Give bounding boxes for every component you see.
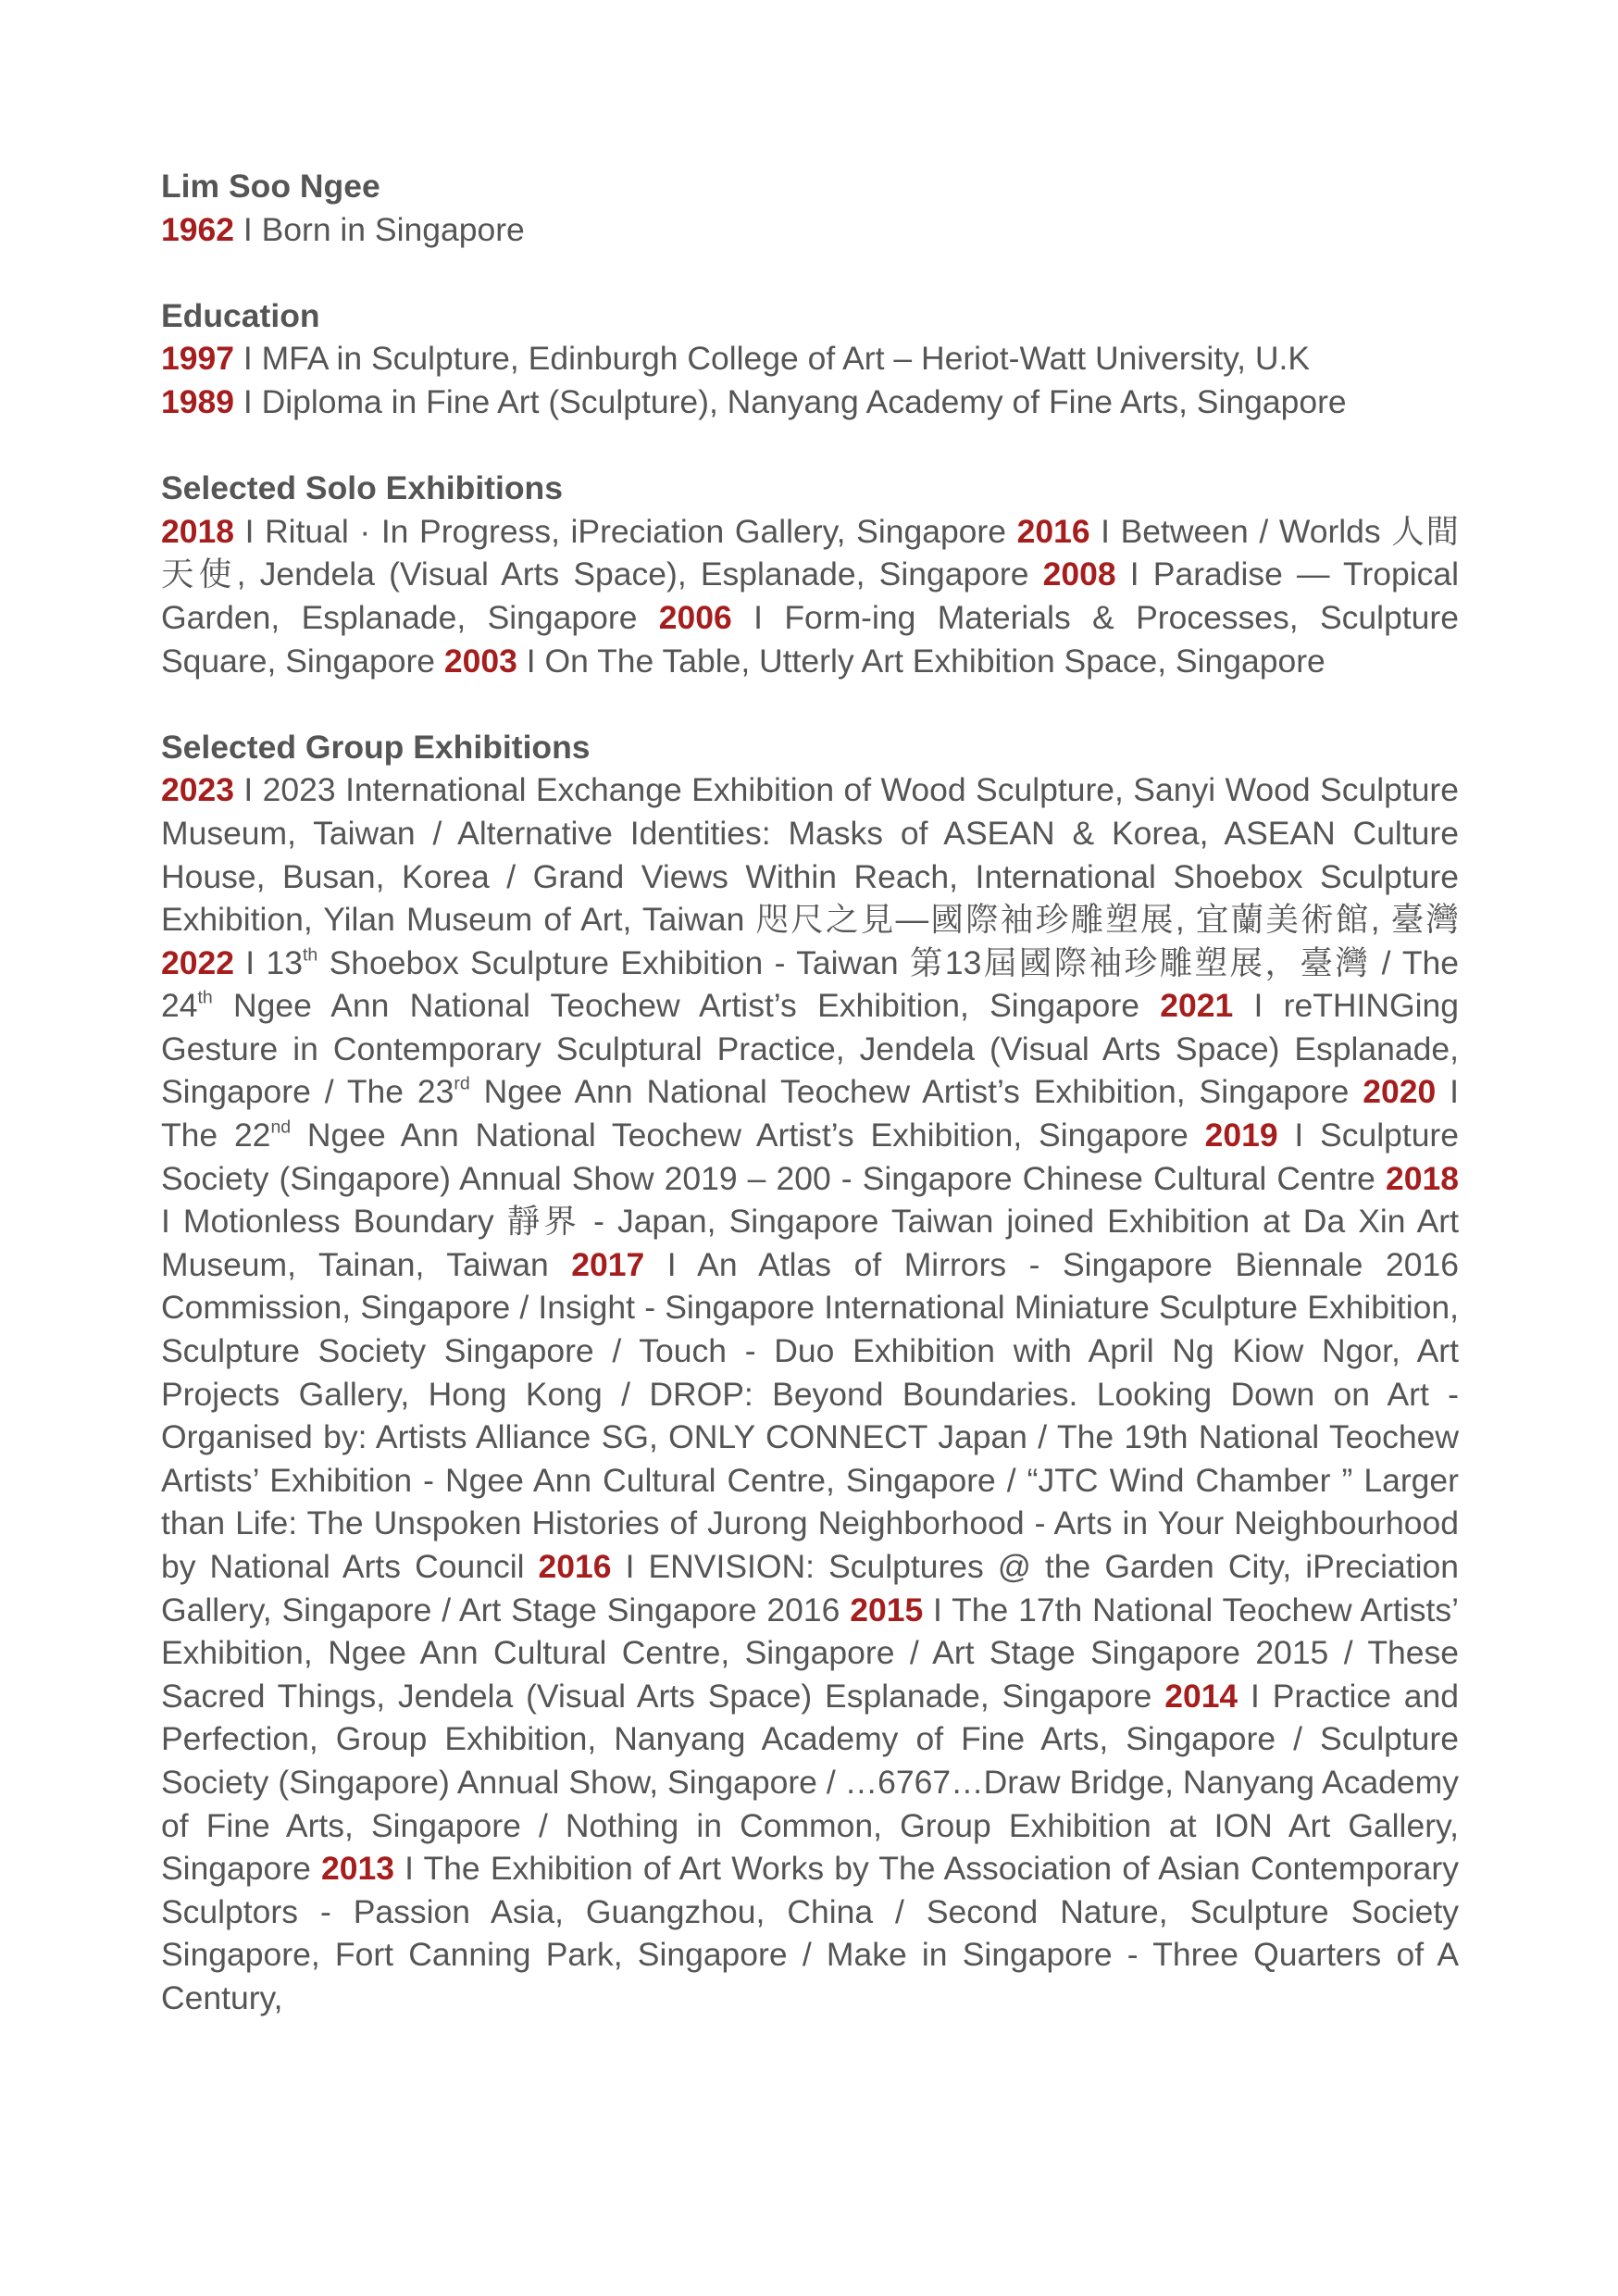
solo-exhibitions-heading: Selected Solo Exhibitions [161,469,563,507]
year-label: 2018 [1386,1159,1459,1197]
entry-text: I MFA in Sculpture, Edinburgh College of Art – Heriot-Watt University, U.K [233,340,1311,378]
year-label: 1997 [161,340,234,378]
year-label: 2014 [1164,1677,1238,1715]
year-label: 2022 [161,943,234,981]
entry-text: I On The Table, Utterly Art Exhibition Space, Singapore [517,642,1326,680]
ordinal-suffix: th [302,944,318,966]
ordinal-suffix: nd [270,1117,292,1138]
entry-text: I Sculpture Society (Singapore) Annual Show 2019 – 200 - Singapore Chinese Cultural Centre [161,1117,1459,1197]
year-label: 2016 [1016,512,1090,550]
group-exhibitions-heading: Selected Group Exhibitions [161,728,591,766]
education-heading: Education [161,296,320,334]
entry-text: I The 17th National Teochew Artists’ Exhibition, Ngee Ann Cultural Centre, Singapore / Art Stage Singapore 2015 / These Sacred Things, Jendela (Visual Arts Space) Esplanade, Singapore [161,1591,1459,1715]
ordinal-suffix: rd [454,1073,470,1094]
year-label: 2019 [1204,1117,1278,1154]
education-entry [161,381,1459,424]
year-label: 2020 [1363,1073,1437,1111]
entry-text: I Motionless Boundary 靜界 - Japan, Singapore Taiwan joined Exhibition at Da Xin Art Museum, Tainan, Taiwan [161,1203,1459,1283]
entry-text: I Born in Singapore [233,210,525,248]
year-label: 1989 [161,382,234,420]
entry-text: I reTHINGing Gesture in Contemporary Sculptural Practice, Jendela (Visual Arts Space) Esplanade, Singapore / The 23 [161,987,1460,1111]
entry-text: I ENVISION: Sculptures @ the Garden City, iPreciation Gallery, Singapore / Art Stage Singapore 2016 [161,1548,1459,1628]
entry-text: I 2023 International Exchange Exhibition of Wood Sculpture, Sanyi Wood Sculpture Museum, Taiwan / Alternative Identities: Masks of ASEAN & Korea, ASEAN Culture House, Busan, Korea / Grand Views Within Reach, International Shoebox Sculpture Exhibition, Yilan Museum of Art, Taiwan 咫尺之見—國際袖珍雕塑展, 宜蘭美術館, 臺灣 [161,771,1459,939]
entry-text: Shoebox Sculpture Exhibition - Taiwan 第13屆國際袖珍雕塑展，臺灣 / The 24 [161,943,1460,1025]
entry-text: I The 22 [161,1073,1460,1154]
year-label: 2013 [321,1850,394,1888]
year-label: 2015 [850,1591,924,1628]
entry-text: I An Atlas of Mirrors - Singapore Biennale 2016 Commission, Singapore / Insight - Singapore International Miniature Sculpture Exhibition, Sculpture Society Singapore / Touch - Duo Exhibition with April Ng Kiow Ngor, Art Projects Gallery, Hong Kong / DROP: Beyond Boundaries. Looking Down on Art - Organised by: Artists Alliance SG, ONLY CONNECT Japan / The 19th National Teochew Artists’ Exhibition - Ngee Ann Cultural Centre, Singapore / “JTC Wind Chamber ” Larger than Life: The Unspoken Histories of Jurong Neighborhood - Arts in Your Neighbourhood by National Arts Council [161,1245,1459,1585]
entry-text: I Ritual · In Progress, iPreciation Gallery, Singapore [233,512,1017,550]
year-label: 2018 [161,512,234,550]
entry-text: I Practice and Perfection, Group Exhibition, Nanyang Academy of Fine Arts, Singapore / Sculpture Society (Singapore) Annual Show, Singapore / …6767…Draw Bridge, Nanyang Academy of Fine Arts, Singapore / Nothing in Common, Group Exhibition at ION Art Gallery, Singapore [161,1677,1459,1888]
education-entry [161,337,1459,381]
year-label: 2008 [1042,555,1116,593]
year-label: 2006 [658,598,732,636]
entry-text: Ngee Ann National Teochew Artist’s Exhibition, Singapore [212,987,1161,1025]
spacer [161,251,1459,294]
entry-text: Ngee Ann National Teochew Artist’s Exhibition, Singapore [469,1073,1363,1111]
year-label: 2021 [1160,987,1234,1025]
entry-text: I Between / Worlds 人間天使, Jendela (Visual Arts Space), Esplanade, Singapore [161,512,1459,593]
spacer [161,424,1459,468]
entry-text: I The Exhibition of Art Works by The Association of Asian Contemporary Sculptors - Passion Asia, Guangzhou, China / Second Nature, Sculpture Society Singapore, Fort Canning Park, Singapore / Make in Singapore - Three Quarters of A Century, [161,1850,1459,2016]
entry-text: I Diploma in Fine Art (Sculpture), Nanyang Academy of Fine Arts, Singapore [233,382,1347,420]
birth-line [161,208,1459,252]
year-label: 2023 [161,771,234,809]
year-label: 2017 [571,1245,645,1283]
entry-text: I 13 [233,943,303,981]
entry-text: Ngee Ann National Teochew Artist’s Exhibition, Singapore [291,1117,1205,1154]
year-label: 2016 [538,1548,612,1585]
year-label: 1962 [161,210,234,248]
entry-text: I Form-ing Materials & Processes, Sculpture Square, Singapore [161,598,1459,680]
group-exhibitions-list [161,768,1459,2019]
solo-exhibitions-list [161,510,1459,682]
cv-content [161,165,1459,2020]
spacer [161,682,1459,726]
artist-name: Lim Soo Ngee [161,168,380,205]
ordinal-suffix: th [197,987,213,1008]
year-label: 2003 [443,642,517,680]
entry-text: I Paradise — Tropical Garden, Esplanade, Singapore [161,555,1459,636]
